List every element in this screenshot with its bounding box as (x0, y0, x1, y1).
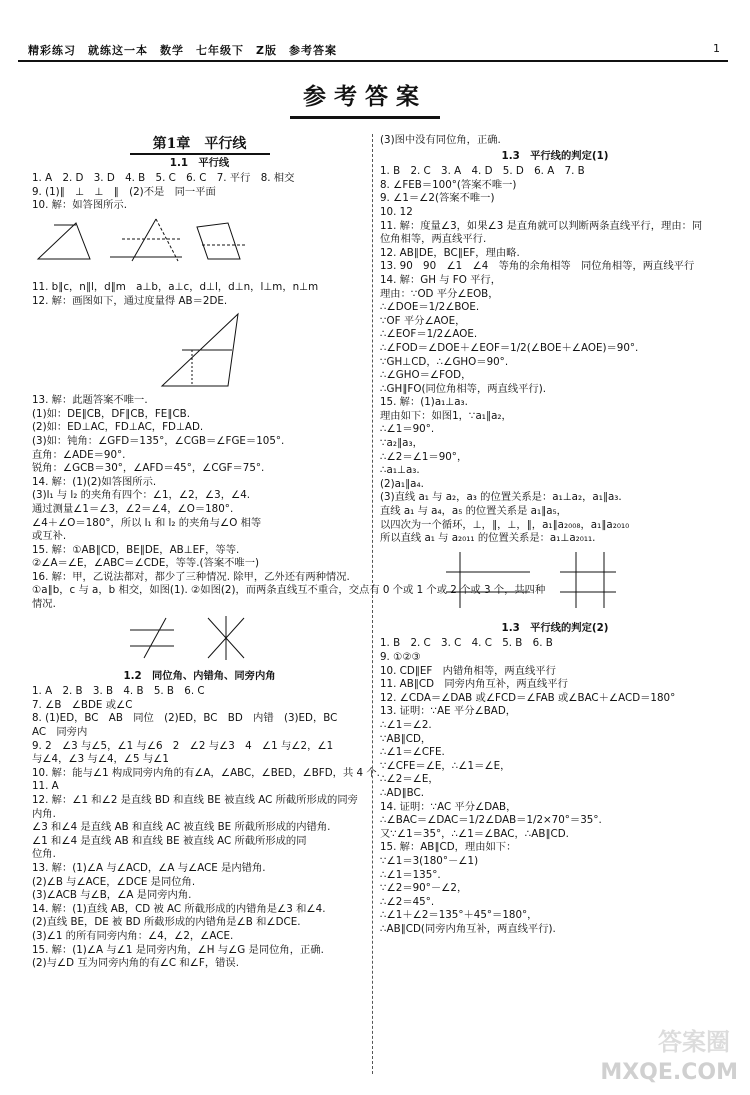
answer-line: 8. ∠FEB＝100°(答案不唯一) (380, 178, 517, 191)
answer-line: 11. 解：度量∠3，如果∠3 是直角就可以判断两条直线平行，理由：同 (380, 219, 703, 232)
answer-line: 13. 90 90 ∠1 ∠4 等角的余角相等 同位角相等，两直线平行 (380, 260, 695, 273)
answer-line: 11. b∥c，n∥l，d∥m a⊥b，a⊥c，d⊥l，d⊥n，l⊥m，n⊥m (32, 280, 319, 293)
figure-q12 (32, 310, 332, 392)
answer-line: ∴a₁⊥a₃. (380, 464, 420, 477)
answer-line: 又∵∠1＝35°，∴∠1＝∠BAC，∴AB∥CD. (380, 827, 569, 840)
page-title: 参考答案 (290, 82, 440, 119)
section-heading: 1.2 同位角、内错角、同旁内角 (123, 669, 276, 682)
answer-line: 直线 a₁ 与 a₄，a₅ 的位置关系是 a₁∥a₅， (380, 505, 567, 518)
column-divider (372, 134, 373, 1074)
answer-group (380, 165, 730, 546)
answer-line: 位角相等，两直线平行. (380, 233, 487, 246)
right-column (380, 134, 730, 936)
answer-line: 7. ∠B ∠BDE 或∠C (32, 698, 133, 711)
answer-line: 14. 证明：∵AC 平分∠DAB， (380, 800, 517, 813)
answer-line: 1. A 2. D 3. D 4. B 5. C 6. C 7. 平行 8. 相交 (32, 172, 295, 185)
answer-line: 12. ∠CDA＝∠DAB 或∠FCD＝∠FAB 或∠BAC＋∠ACD＝180° (380, 691, 676, 704)
answer-line: ∴∠2＝45°. (380, 895, 435, 908)
answer-line: 位角. (32, 848, 56, 861)
fig10a-triangle (38, 223, 90, 259)
answer-group (380, 637, 730, 936)
answer-line: 或互补. (32, 530, 67, 543)
fig16-line-c (144, 618, 166, 658)
answer-line: 15. 解：①AB∥CD，BE∥DE，AB⊥EF，等等. (32, 543, 240, 556)
answer-line: ∵OF 平分∠AOE， (380, 314, 466, 327)
answer-line: 12. 解：∠1 和∠2 是直线 BD 和直线 BE 被直线 AC 所截所形成的同旁 (32, 794, 358, 806)
answer-line: 理由如下：如图1，∵a₁∥a₂， (380, 409, 512, 422)
answer-line: 15. 解：(1)∠A 与∠1 是同旁内角，∠H 与∠G 是同位角，正确. (32, 943, 324, 956)
answer-line: ∴∠GHO＝∠FOD， (380, 369, 472, 382)
answer-line: ∴∠1＋∠2＝135°＋45°＝180°， (380, 909, 538, 922)
answer-line: 11. A (32, 780, 59, 793)
section-heading: 1.3 平行线的判定(2) (501, 621, 609, 634)
answer-line: ∠1 和∠4 是直线 AB 和直线 BE 被直线 AC 所截所形成的同 (32, 834, 307, 847)
answer-line: 以四次为一个循环，⊥，∥，⊥，∥，a₁∥a₂₀₀₈，a₁∥a₂₀₁₀ (380, 518, 630, 531)
figure-q10 (32, 215, 262, 279)
answer-line: ∵a₂∥a₃， (380, 437, 423, 450)
answer-line: 13. 解：此题答案不唯一. (32, 394, 148, 407)
answer-line: ∴∠FOD＝∠DOE＋∠EOF＝1/2(∠BOE＋∠AOE)＝90°. (380, 341, 639, 354)
answer-line: ∴∠1＝∠CFE. (380, 746, 445, 759)
section-heading: 1.3 平行线的判定(1) (501, 149, 609, 162)
answer-line: 情况. (32, 598, 56, 611)
answer-line: 9. ∠1＝∠2(答案不唯一) (380, 192, 495, 205)
page-number: 1 (713, 42, 720, 55)
answer-line: 16. 解：甲，乙说法都对，都少了三种情况. 除甲，乙外还有两种情况. (32, 570, 350, 583)
answer-line: ∠4＋∠O＝180°，所以 l₁ 和 l₂ 的夹角与∠O 相等 (32, 516, 262, 529)
book-series: 精彩练习 就练这一本 数学 七年级下 Z版 参考答案 (28, 44, 337, 57)
section-heading: 1.1 平行线 (169, 156, 230, 169)
answer-line: 9. 2 ∠3 与∠5，∠1 与∠6 2 ∠2 与∠3 4 ∠1 与∠2，∠1 (32, 739, 334, 752)
answer-line: (3)∠1 的所有同旁内角：∠4，∠2，∠ACE. (32, 929, 234, 942)
answer-line: ∵∠2＝90°－∠2， (380, 882, 468, 895)
answer-line: AC 同旁内 (32, 726, 88, 739)
answer-line: 10. CD∥EF 内错角相等，两直线平行 (380, 664, 556, 677)
answer-line: 10. 解：能与∠1 构成同旁内角的有∠A，∠ABC，∠BED，∠BFD，共 4 个. (32, 766, 380, 779)
answer-line: 14. 解：GH 与 FO 平行， (380, 273, 501, 286)
answer-line: ∴∠EOF＝1/2∠AOE. (380, 328, 478, 341)
answer-group (32, 172, 367, 213)
answer-line: 锐角：∠GCB＝30°，∠AFD＝45°，∠CGF＝75°. (32, 462, 265, 475)
answer-line: 内角. (32, 807, 56, 820)
answer-line: 8. (1)ED，BC AB 同位 (2)ED，BC BD 内错 (3)ED，BC (32, 712, 338, 725)
answer-line: 12. 解：画图如下，通过度量得 AB＝2DE. (32, 294, 228, 307)
answer-line: 9. (1)∥ ⊥ ⊥ ∥ (2)不是 同一平面 (32, 185, 216, 198)
figure-q15 (380, 548, 710, 620)
answer-line: ∴∠BAC＝∠DAC＝1/2∠DAB＝1/2×70°＝35°. (380, 814, 602, 827)
answer-line: (3)如：钝角：∠GFD＝135°，∠CGB＝∠FGE＝105°. (32, 434, 285, 447)
fig10c-quad (197, 223, 240, 259)
answer-line: ∴∠2＝∠1＝90°， (380, 450, 468, 463)
answer-line: ∴∠2＝∠E， (380, 773, 439, 786)
answer-line: 11. AB∥CD 同旁内角互补，两直线平行 (380, 678, 568, 691)
answer-line: 13. 证明：∵AE 平分∠BAD， (380, 705, 517, 718)
answer-line: 直角：∠ADE＝90°. (32, 448, 126, 461)
answer-line: 10. 12 (380, 205, 413, 218)
answer-line: 12. AB∥DE，BC∥EF，理由略. (380, 246, 520, 259)
fig10b-dash-2 (156, 219, 178, 261)
answer-line: 15. 解：(1)a₁⊥a₃. (380, 396, 468, 409)
answer-line: 与∠4，∠3 与∠4，∠5 与∠1 (32, 753, 169, 766)
answer-line: 14. 解：(1)直线 AB，CD 被 AC 所截形成的内错角是∠3 和∠4. (32, 902, 326, 915)
answer-line: 14. 解：(1)(2)如答图所示. (32, 475, 157, 488)
answer-line: ∴AD∥BC. (380, 786, 425, 799)
answer-group (32, 685, 380, 970)
watermark-url: MXQE.COM (600, 1060, 738, 1085)
answer-line: 10. 解：如答图所示. (32, 199, 127, 212)
answer-line: ∴∠1＝∠2. (380, 718, 432, 731)
answer-line: 理由：∵OD 平分∠EOB， (380, 287, 499, 300)
answer-line: 1. A 2. B 3. B 4. B 5. B 6. C (32, 685, 205, 698)
answer-line: 所以直线 a₁ 与 a₂₀₁₁ 的位置关系是：a₁⊥a₂₀₁₁. (380, 532, 596, 545)
answer-line: ∵AB∥CD， (380, 732, 432, 745)
answer-line: 1. B 2. C 3. A 4. D 5. D 6. A 7. B (380, 165, 585, 178)
answer-line: ∵GH⊥CD，∴∠GHO＝90°. (380, 355, 509, 368)
answer-line: 15. 解：AB∥CD，理由如下： (380, 841, 517, 854)
answer-line: (2)a₁∥a₄. (380, 477, 424, 490)
answer-line: ∠3 和∠4 是直线 AB 和直线 AC 被直线 BE 所截所形成的内错角. (32, 821, 331, 834)
answer-line: ∵∠CFE＝∠E，∴∠1＝∠E， (380, 759, 511, 772)
answer-line: (2)直线 BE，DE 被 BD 所截形成的内错角是∠B 和∠DCE. (32, 916, 301, 929)
answer-line: ∴∠1＝90°. (380, 423, 435, 436)
answer-line: (3)l₁ 与 l₂ 的夹角有四个：∠1，∠2，∠3，∠4. (32, 489, 251, 502)
page-header (18, 40, 728, 62)
answer-group (32, 281, 367, 308)
answer-line: (2)与∠D 互为同旁内角的有∠C 和∠F，错误. (32, 957, 239, 970)
answer-line: (2)∠B 与∠ACE，∠DCE 是同位角. (32, 875, 196, 888)
answer-line: ②∠A＝∠E，∠ABC＝∠CDE，等等.(答案不唯一) (32, 557, 260, 570)
answer-line: (3)∠ACB 与∠B，∠A 是同旁内角. (32, 889, 192, 902)
watermark-logo: 答案圈 (658, 1028, 730, 1056)
answer-line: ∴∠DOE＝1/2∠BOE. (380, 301, 480, 314)
answer-line: 1. B 2. C 3. C 4. C 5. B 6. B (380, 637, 553, 650)
answer-line: 通过测量∠1＝∠3，∠2＝∠4，∠O＝180°. (32, 502, 234, 515)
answer-line: 9. ①②③ (380, 651, 421, 663)
answer-line: ∴GH∥FO(同位角相等，两直线平行). (380, 382, 547, 395)
answer-line: (1)如：DE∥CB，DF∥CB，FE∥CB. (32, 407, 190, 420)
answer-line: (2)如：ED⊥AC，FD⊥AC，FD⊥AD. (32, 421, 204, 434)
answer-line: (3)图中没有同位角，正确. (380, 134, 501, 146)
answer-group (380, 134, 730, 148)
answer-line: (3)直线 a₁ 与 a₂，a₃ 的位置关系是：a₁⊥a₂，a₁∥a₃. (380, 491, 622, 504)
answer-line: ∵∠1＝3(180°－∠1) (380, 854, 479, 867)
fig10b-slant (132, 219, 156, 261)
answer-line: 13. 解：(1)∠A 与∠ACD，∠A 与∠ACE 是内错角. (32, 861, 266, 874)
figure-q16 (32, 614, 332, 668)
chapter-heading: 第1章 平行线 (130, 138, 270, 155)
answer-line: ①a∥b，c 与 a，b 相交，如图(1). ②如图(2)，而两条直线互不重合，交点有 0 个或 1 个或 2 个或 3 个，共四种 (32, 584, 546, 597)
answer-line: ∴AB∥CD(同旁内角互补，两直线平行). (380, 922, 556, 935)
answer-line: ∴∠1＝135°. (380, 868, 441, 881)
